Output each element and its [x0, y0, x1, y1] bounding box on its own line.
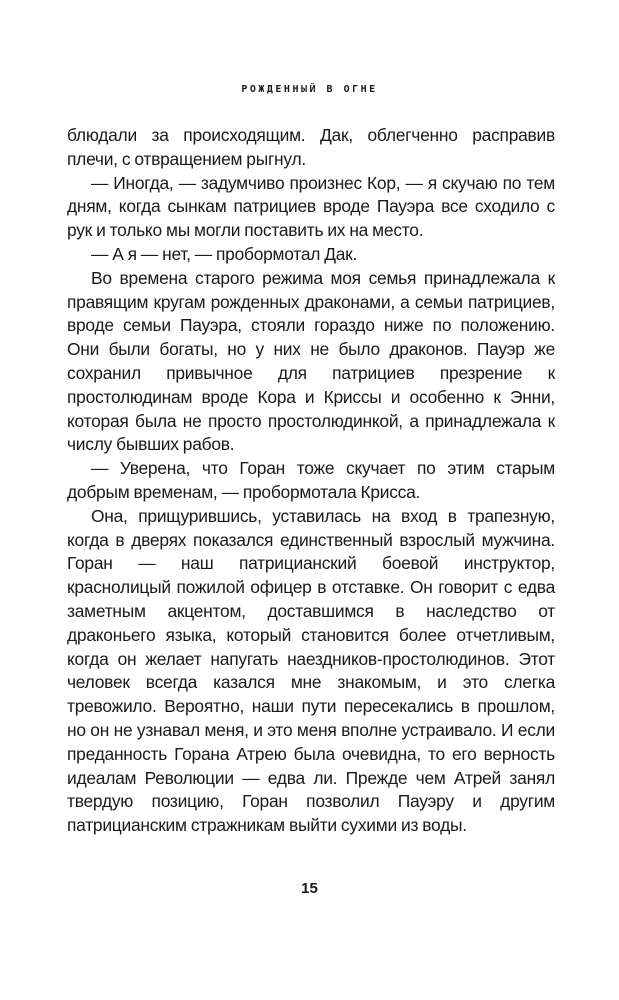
paragraph: — А я — нет, — пробормотал Дак. — [91, 243, 358, 264]
paragraph: Она, прищурившись, уставилась на вход в трапезную, когда в дверях показался единственный взрослый мужчина. Горан — наш патрицианский боевой инструктор, краснолицый пожилой офицер в отставке. Он говорит с едва заметным акцентом, доставшимся в наследство от драконьего языка, который становится более отчетливым, когда он желает напугать наездников-простолюдинов. Этот человек всегда казался мне знакомым, и это слегка тревожило. Вероятно, наши пути пересекались в прошлом, но он не узнавал меня, и это меня вполне устраивало. И если преданность Горана Атрею была очевидна, то его верность идеалам Революции — едва ли. Прежде чем Атрей занял твердую позицию, Горан позволил Пауэру и другим патрицианским стражникам выйти сухими из воды. — [67, 505, 555, 836]
paragraph: — Иногда, — задумчиво произнес Кор, — я скучаю по тем дням, когда сынкам патрициев вроде Пауэра все сходило с рук и только мы могли поставить их на место. — [67, 172, 555, 241]
paragraph: — Уверена, что Горан тоже скучает по этим старым добрым временам, — пробормотала Крисса. — [67, 458, 555, 502]
paragraph: Во времена старого режима моя семья принадлежала к правящим кругам рожденных драконами, а семьи патрициев, вроде семьи Пауэра, стояли гораздо ниже по положению. Они были богаты, но у них не было драконов. Пауэр же сохранил привычное для патрициев презрение к простолюдинам вроде Кора и Криссы и особенно к Энни, которая была не просто простолюдинкой, а принадлежала к числу бывших рабов. — [67, 267, 555, 455]
body-text — [67, 124, 555, 838]
page-number: 15 — [301, 880, 318, 897]
running-head: РОЖДЕННЫЙ В ОГНЕ — [241, 84, 378, 95]
paragraph: блюдали за происходящим. Дак, облегченно расправив плечи, с отвращением рыгнул. — [67, 125, 555, 169]
